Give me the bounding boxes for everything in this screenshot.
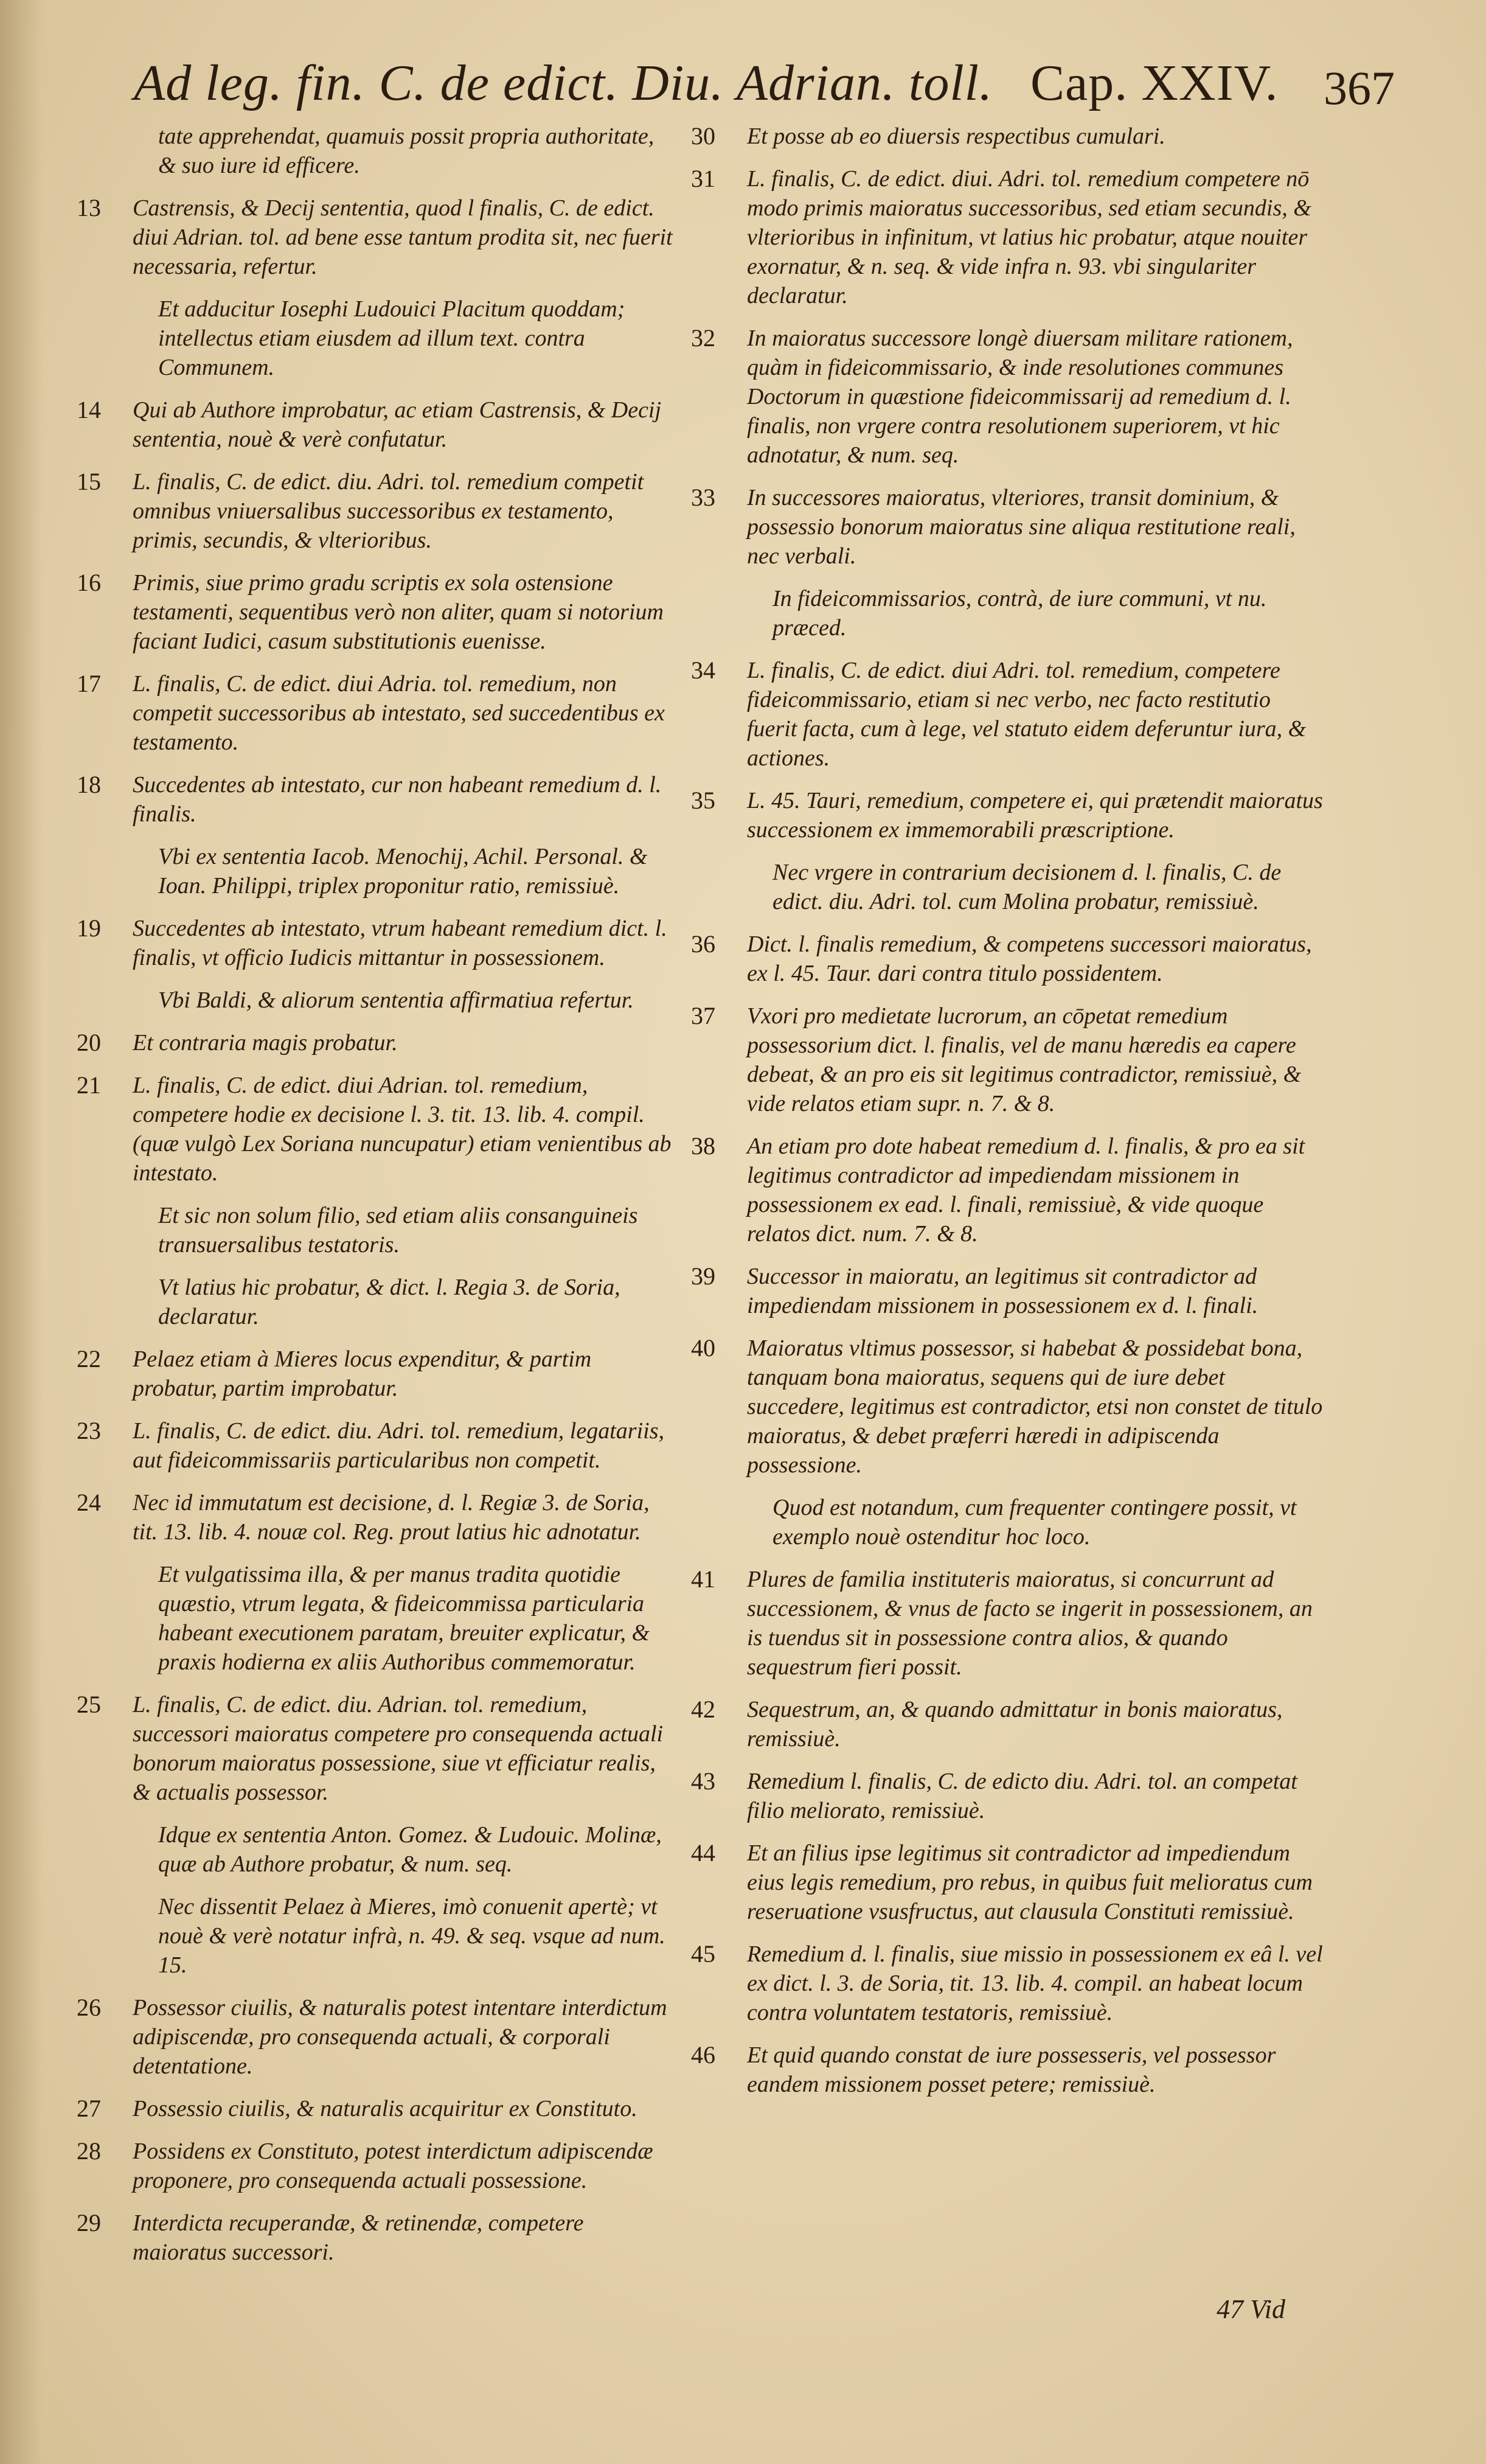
entry-number: 43 <box>691 1767 715 1795</box>
entry-text: Pelaez etiam à Mieres locus expenditur, & partim probatur, partim improbatur. <box>133 1346 592 1401</box>
entry-number: 30 <box>691 122 715 150</box>
entry-text: An etiam pro dote habeat remedium d. l. finalis, & pro ea sit legitimus contradictor ad impediendam missionem in possessionem ex ead. l. finali, remissiuè, & vide quoque relatos dict. num. 7. & 8. <box>747 1133 1305 1247</box>
entry-number: 33 <box>691 484 715 511</box>
index-entry <box>681 930 1326 988</box>
entry-number: 37 <box>691 1002 715 1029</box>
index-entry <box>681 122 1326 151</box>
entry-number: 15 <box>77 468 101 495</box>
index-entry <box>67 914 675 972</box>
entry-number: 35 <box>691 787 715 814</box>
entry-number: 40 <box>691 1334 715 1362</box>
entry-number: 39 <box>691 1262 715 1290</box>
running-head-chapter: Cap. XXIV. <box>1030 55 1279 111</box>
index-entry <box>681 1262 1326 1320</box>
index-entry <box>67 294 675 382</box>
entry-number: 38 <box>691 1132 715 1160</box>
index-entry <box>67 842 675 900</box>
entry-number: 31 <box>691 165 715 192</box>
index-entry <box>67 2208 675 2267</box>
entry-number: 19 <box>77 914 101 942</box>
entry-text: Sequestrum, an, & quando admittatur in bonis maioratus, remissiuè. <box>747 1697 1283 1752</box>
index-entry <box>681 1940 1326 2027</box>
entry-text: Succedentes ab intestato, vtrum habeant remedium dict. l. finalis, vt officio Iudicis mittantur in possessionem. <box>133 916 667 970</box>
entry-text: L. finalis, C. de edict. diu. Adri. tol. remedium, legatariis, aut fideicommissariis particularibus non competit. <box>133 1418 664 1473</box>
entry-number: 28 <box>77 2137 101 2165</box>
entry-number: 18 <box>77 771 101 798</box>
entry-text: L. finalis, C. de edict. diui Adria. tol. remedium, non competit successoribus ab intestato, sed succedentibus ex testamento. <box>133 671 665 755</box>
entry-text: Nec vrgere in contrarium decisionem d. l. finalis, C. de edict. diu. Adri. tol. cum Molina probatur, remissiuè. <box>773 860 1282 914</box>
entry-number: 36 <box>691 930 715 958</box>
index-entry <box>681 1493 1326 1551</box>
index-entry <box>681 1334 1326 1480</box>
index-entry <box>67 669 675 757</box>
index-entry <box>67 1416 675 1475</box>
entry-text: Vbi ex sententia Iacob. Menochij, Achil. Personal. & Ioan. Philippi, triplex proponitur ratio, remissiuè. <box>158 844 648 899</box>
index-entry <box>67 467 675 555</box>
gutter-shadow <box>0 0 43 2464</box>
entry-number: 29 <box>77 2209 101 2236</box>
entry-text: Qui ab Authore improbatur, ac etiam Castrensis, & Decij sententia, nouè & verè confutatur. <box>133 397 662 452</box>
entry-text: Primis, siue primo gradu scriptis ex sola ostensione testamenti, sequentibus verò non aliter, quam si notorium faciant Iudici, casum substitutionis euenisse. <box>133 570 664 654</box>
entry-text: Idque ex sententia Anton. Gomez. & Ludouic. Molinæ, quæ ab Authore probatur, & num. seq. <box>158 1822 662 1877</box>
index-entry <box>681 1767 1326 1825</box>
entry-number: 22 <box>77 1345 101 1373</box>
running-head <box>134 54 1279 113</box>
entry-number: 34 <box>691 656 715 684</box>
entry-text: Et an filius ipse legitimus sit contradictor ad impediendum eius legis remedium, pro rebus, in quibus fuit melioratus cum reseruatione vsusfructus, aut clausula Constituti remissiuè. <box>747 1840 1313 1924</box>
entry-text: Et contraria magis probatur. <box>133 1030 398 1056</box>
entry-number: 21 <box>77 1071 101 1099</box>
index-entry <box>67 568 675 656</box>
index-entry <box>67 1690 675 1807</box>
entry-text: Nec dissentit Pelaez à Mieres, imò conuenit apertè; vt nouè & verè notatur infrà, n. 49. & seq. vsque ad num. 15. <box>158 1894 665 1978</box>
index-entry <box>67 2137 675 2195</box>
entry-number: 42 <box>691 1696 715 1723</box>
index-entry <box>681 1001 1326 1118</box>
entry-number: 23 <box>77 1417 101 1444</box>
entry-text: Succedentes ab intestato, cur non habeant remedium d. l. finalis. <box>133 772 662 827</box>
entry-number: 13 <box>77 194 101 221</box>
entry-number: 20 <box>77 1029 101 1056</box>
entry-text: Et vulgatissima illa, & per manus tradita quotidie quæstio, vtrum legata, & fideicommissa particularia habeant executionem paratam, breuiter explicatur, & praxis hodierna ex aliis Authoribus commemoratur. <box>158 1562 650 1675</box>
index-entry <box>681 1132 1326 1248</box>
index-entry <box>681 786 1326 844</box>
index-entry <box>67 1345 675 1403</box>
entry-number: 16 <box>77 569 101 596</box>
index-entry <box>67 1820 675 1879</box>
entry-text: L. finalis, C. de edict. diui. Adri. tol. remedium competere nō modo primis maioratus successoribus, sed etiam secundis, & vlterioribus in infinitum, vt latius hic probatur, atque nouiter exornatur, & n. seq. & vide infra n. 93. vbi singulariter declaratur. <box>747 166 1311 308</box>
index-entry <box>67 1071 675 1188</box>
entry-text: Quod est notandum, cum frequenter contingere possit, vt exemplo nouè ostenditur hoc loco. <box>773 1495 1297 1550</box>
entry-text: Vt latius hic probatur, & dict. l. Regia 3. de Soria, declaratur. <box>158 1275 620 1329</box>
entry-number: 45 <box>691 1940 715 1968</box>
entry-number: 41 <box>691 1565 715 1593</box>
index-entry <box>67 2094 675 2123</box>
index-entry <box>67 986 675 1015</box>
entry-text: L. finalis, C. de edict. diu. Adrian. tol. remedium, successori maioratus competere pro consequenda actuali bonorum maioratus possessione, siue vt efficiatur realis, & actualis possessor. <box>133 1692 664 1805</box>
entry-text: Et sic non solum filio, sed etiam aliis consanguineis transuersalibus testatoris. <box>158 1203 638 1258</box>
entry-text: L. 45. Tauri, remedium, competere ei, qui prætendit maioratus successionem ex immemorabili præscriptione. <box>747 788 1323 843</box>
index-entry <box>67 193 675 281</box>
left-column <box>67 122 675 2280</box>
entry-text: tate apprehendat, quamuis possit propria authoritate, & suo iure id efficere. <box>158 124 654 178</box>
entry-number: 44 <box>691 1839 715 1867</box>
entry-number: 26 <box>77 1994 101 2021</box>
index-entry <box>67 770 675 829</box>
entry-text: Dict. l. finalis remedium, & competens successori maioratus, ex l. 45. Taur. dari contra titulo possidentem. <box>747 931 1312 986</box>
page-number: 367 <box>1324 61 1395 114</box>
entry-text: Vbi Baldi, & aliorum sententia affirmatiua refertur. <box>158 987 634 1013</box>
entry-text: In successores maioratus, vlteriores, transit dominium, & possessio bonorum maioratus sine aliqua restitutione reali, nec verbali. <box>747 485 1296 569</box>
entry-text: Remedium d. l. finalis, siue missio in possessionem ex eâ l. vel ex dict. l. 3. de Soria, tit. 13. lib. 4. compil. an habeat locum contra voluntatem testatoris, remissiuè. <box>747 1941 1323 2025</box>
index-entry <box>67 395 675 454</box>
index-entry <box>681 584 1326 642</box>
entry-number: 46 <box>691 2041 715 2069</box>
entry-text: Successor in maioratu, an legitimus sit contradictor ad impediendam missionem in possessionem ex d. l. finali. <box>747 1264 1259 1318</box>
index-entry <box>681 1695 1326 1753</box>
entry-text: Et posse ab eo diuersis respectibus cumulari. <box>747 124 1165 149</box>
entry-number: 24 <box>77 1489 101 1516</box>
entry-text: Remedium l. finalis, C. de edicto diu. Adri. tol. an competat filio meliorato, remissiuè. <box>747 1769 1297 1823</box>
entry-number: 17 <box>77 670 101 697</box>
catchword: 47 Vid <box>1217 2294 1285 2324</box>
entry-text: Et adducitur Iosephi Ludouici Placitum quoddam; intellectus etiam eiusdem ad illum text. contra Communem. <box>158 296 625 380</box>
running-head-title: Ad leg. fin. C. de edict. Diu. Adrian. toll. <box>134 55 993 111</box>
entry-text: Possessor ciuilis, & naturalis potest intentare interdictum adipiscendæ, pro consequenda actuali, & corporali detentatione. <box>133 1995 667 2079</box>
entry-number: 32 <box>691 324 715 352</box>
index-entry <box>67 1488 675 1547</box>
entry-text: Plures de familia instituteris maioratus, si concurrunt ad successionem, & vnus de facto se ingerit in possessionem, an is tuendus sit in possessione contra alios, & quando sequestrum fieri possit. <box>747 1567 1313 1680</box>
entry-text: Possessio ciuilis, & naturalis acquiritur ex Constituto. <box>133 2096 637 2121</box>
entry-text: In maioratus successore longè diuersam militare rationem, quàm in fideicommissario, & inde resolutiones communes Doctorum in quæstione fideicommissarij ad remedium d. l. finalis, non vrgere contra resolutionem superiorem, vt hic adnotatur, & num. seq. <box>747 325 1293 468</box>
entry-text: Et quid quando constat de iure possesseris, vel possessor eandem missionem posset petere; remissiuè. <box>747 2042 1276 2097</box>
entry-text: Vxori pro medietate lucrorum, an cōpetat remedium possessorium dict. l. finalis, vel de manu hæredis ea capere debeat, & an pro eis sit legitimus contradictor, remissiuè, & vide relatos etiam supr. n. 7. & 8. <box>747 1003 1302 1116</box>
entry-text: L. finalis, C. de edict. diui Adrian. tol. remedium, competere hodie ex decisione l. 3. tit. 13. lib. 4. compil. (quæ vulgò Lex Soriana nuncupatur) etiam venientibus ab intestato. <box>133 1073 672 1186</box>
index-entry <box>67 1201 675 1259</box>
index-entry <box>681 164 1326 310</box>
index-entry <box>681 1839 1326 1926</box>
entry-number: 14 <box>77 396 101 423</box>
entry-text: In fideicommissarios, contrà, de iure communi, vt nu. præced. <box>773 586 1267 641</box>
index-entry <box>681 1565 1326 1682</box>
entry-text: L. finalis, C. de edict. diui Adri. tol. remedium, competere fideicommissario, etiam si nec verbo, nec facto restitutio fuerit facta, cum à lege, vel statuto eidem deferuntur iura, & actiones. <box>747 658 1307 771</box>
index-entry <box>681 858 1326 916</box>
entry-text: Maioratus vltimus possessor, si habebat & possidebat bona, tanquam bona maioratus, sequens qui de iure debet succedere, legitimus est contradictor, etsi non constet de titulo maioratus, & debet præferri hæredi in adipiscenda possessione. <box>747 1335 1323 1478</box>
index-entry <box>681 483 1326 571</box>
index-entry <box>67 122 675 180</box>
entry-number: 25 <box>77 1691 101 1718</box>
right-column <box>681 122 1326 2112</box>
entry-text: Interdicta recuperandæ, & retinendæ, competere maioratus successori. <box>133 2210 584 2265</box>
entry-text: L. finalis, C. de edict. diu. Adri. tol. remedium competit omnibus vniuersalibus successoribus ex testamento, primis, secundis, & vlterioribus. <box>133 469 644 553</box>
index-entry <box>681 656 1326 773</box>
entry-text: Nec id immutatum est decisione, d. l. Regiæ 3. de Soria, tit. 13. lib. 4. nouæ col. Reg. prout latius hic adnotatur. <box>133 1490 650 1545</box>
index-entry <box>67 1892 675 1980</box>
entry-text: Castrensis, & Decij sententia, quod l finalis, C. de edict. diui Adrian. tol. ad bene esse tantum prodita sit, nec fuerit necessaria, refertur. <box>133 195 673 279</box>
index-entry <box>67 1993 675 2081</box>
entry-number: 27 <box>77 2095 101 2122</box>
index-entry <box>67 1028 675 1057</box>
entry-text: Possidens ex Constituto, potest interdictum adipiscendæ proponere, pro consequenda actuali possessione. <box>133 2139 653 2193</box>
index-entry <box>681 324 1326 470</box>
index-entry <box>67 1560 675 1677</box>
index-entry <box>67 1273 675 1331</box>
index-entry <box>681 2041 1326 2099</box>
